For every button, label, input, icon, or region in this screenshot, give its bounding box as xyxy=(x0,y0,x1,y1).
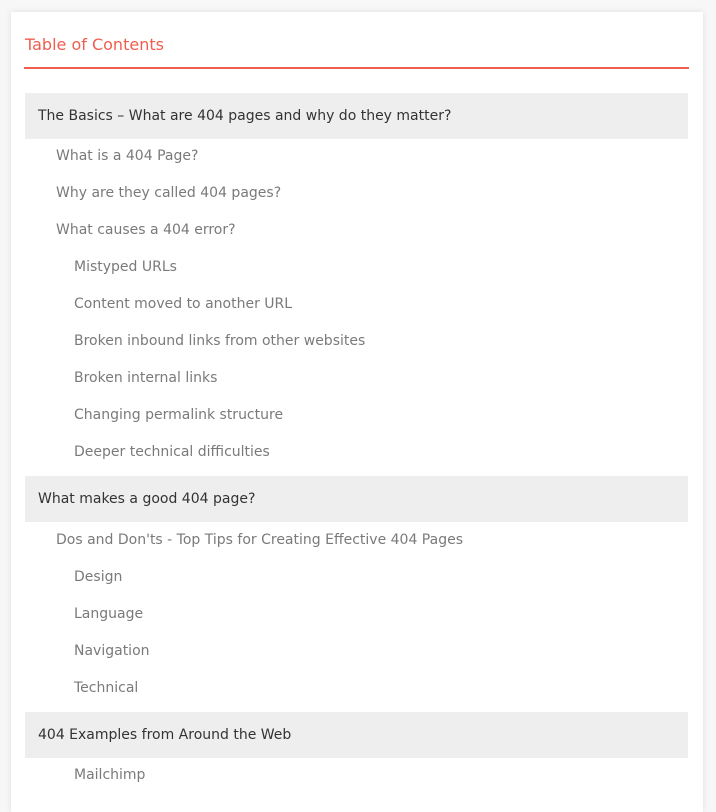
toc-link-deeper-technical[interactable]: Deeper technical difficulties xyxy=(74,444,270,460)
table-of-contents xyxy=(11,12,703,812)
toc-title-divider xyxy=(24,67,689,69)
toc-link-design[interactable]: Design xyxy=(74,569,123,585)
toc-link-broken-inbound-links[interactable]: Broken inbound links from other websites xyxy=(74,333,366,349)
toc-title: Table of Contents xyxy=(25,35,164,54)
toc-link-technical[interactable]: Technical xyxy=(74,680,139,696)
toc-section-basics[interactable]: The Basics – What are 404 pages and why do they matter? xyxy=(25,93,688,139)
toc-link-content-moved[interactable]: Content moved to another URL xyxy=(74,296,293,312)
toc-link-dos-and-donts[interactable]: Dos and Don'ts - Top Tips for Creating Effective 404 Pages xyxy=(56,532,463,548)
toc-link-mistyped-urls[interactable]: Mistyped URLs xyxy=(74,259,177,275)
toc-link-what-causes-404[interactable]: What causes a 404 error? xyxy=(56,222,236,238)
toc-link-language[interactable]: Language xyxy=(74,606,144,622)
toc-section-good-404[interactable]: What makes a good 404 page? xyxy=(25,476,688,522)
toc-section-404-examples[interactable]: 404 Examples from Around the Web xyxy=(25,712,688,758)
toc-link-what-is-404[interactable]: What is a 404 Page? xyxy=(56,148,199,164)
toc-link-why-called-404[interactable]: Why are they called 404 pages? xyxy=(56,185,282,201)
toc-link-broken-internal-links[interactable]: Broken internal links xyxy=(74,370,218,386)
toc-link-changing-permalink[interactable]: Changing permalink structure xyxy=(74,407,284,423)
toc-link-mailchimp[interactable]: Mailchimp xyxy=(74,767,146,783)
toc-link-navigation[interactable]: Navigation xyxy=(74,643,150,659)
